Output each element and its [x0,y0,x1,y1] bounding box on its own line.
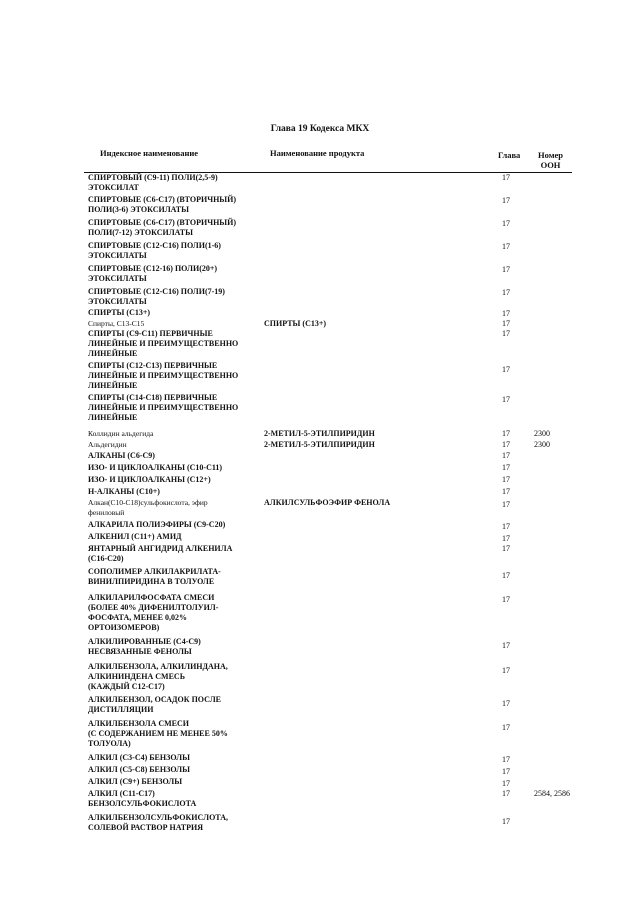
chapter-cell: 17 [502,500,510,509]
index-name-cell [88,241,268,261]
index-name-line: АЛКИЛ (С3-С4) БЕНЗОЛЫ [88,753,190,762]
table-row [84,764,572,776]
chapter-cell: 17 [502,779,510,788]
index-name-line: ЛИНЕЙНЫЕ И ПРЕИМУЩЕСТВЕННО [88,339,239,348]
index-name-line: ИЗО- И ЦИКЛОАЛКАНЫ (С12+) [88,475,211,484]
index-name-line: ЛИНЕЙНЫЕ [88,349,138,358]
table-row [84,776,572,788]
index-name-line: АЛКИЛБЕНЗОЛА СМЕСИ [88,719,190,728]
table-row [84,486,572,497]
product-name-cell: АЛКИЛСУЛЬФОЭФИР ФЕНОЛА [264,498,391,507]
table-row [84,462,572,474]
index-name-cell [88,173,268,193]
index-name-cell [88,637,268,657]
column-header-chapter: Глава [498,150,521,160]
table-row [84,694,572,718]
product-name-cell: СПИРТЫ (С13+) [264,319,327,328]
chapter-cell: 17 [502,817,510,826]
page-title: Глава 19 Кодекса МКХ [270,124,370,134]
index-name-line: ПОЛИ(7-12) ЭТОКСИЛАТЫ [88,228,193,237]
table-body [84,172,572,836]
table-row [84,328,572,360]
table-row [84,439,572,450]
index-name-line: ЭТОКСИЛАТ [88,183,139,192]
column-header-un-number [538,150,563,170]
chapter-cell: 17 [502,699,510,708]
index-name-line: фениловый [88,508,125,517]
index-name-line: АЛКИЛАРИЛФОСФАТА СМЕСИ [88,593,215,602]
index-name-cell [88,567,268,587]
chapter-cell: 17 [502,309,510,318]
table-row [84,474,572,486]
index-name-line: СПИРТЫ (С14-С18) ПЕРВИЧНЫЕ [88,393,218,402]
index-name-cell [88,662,268,692]
index-name-cell [88,308,268,318]
index-name-line: ЭТОКСИЛАТЫ [88,274,147,283]
table-row [84,428,572,439]
index-name-line: Коллидин альдегида [88,429,154,438]
index-name-cell [88,218,268,238]
index-name-cell [88,440,268,450]
index-name-cell [88,264,268,284]
table-row [84,519,572,531]
index-name-line: Алкан(С10-С18)сульфокислота, эфир [88,498,208,507]
index-name-line: БЕНЗОЛСУЛЬФОКИСЛОТА [88,799,197,808]
index-name-line: (С СОДЕРЖАНИЕМ НЕ МЕНЕЕ 50% [88,729,228,738]
chapter-cell: 17 [502,365,510,374]
table-row [84,752,572,764]
index-name-cell [88,532,268,542]
product-name-cell: 2-МЕТИЛ-5-ЭТИЛПИРИДИН [264,429,375,438]
index-name-line: АЛКИЛИРОВАННЫЕ (С4-С9) [88,637,201,646]
index-name-line: ВИНИЛПИРИДИНА В ТОЛУОЛЕ [88,577,215,586]
index-name-line: СПИРТОВЫЙ (С9-11) ПОЛИ(2,5-9) [88,173,218,182]
index-name-line: ОРТОИЗОМЕРОВ) [88,623,160,632]
column-header-un-number-line1: Номер [538,150,563,160]
index-name-cell [88,487,268,497]
table-row [84,318,572,328]
index-name-cell [88,463,268,473]
table-row [84,718,572,752]
chapter-cell: 17 [502,789,510,798]
column-header-un-number-line2: ООН [540,160,561,170]
table-row [84,543,572,566]
index-name-cell [88,695,268,715]
index-name-line: ПОЛИ(3-6) ЭТОКСИЛАТЫ [88,205,189,214]
chapter-cell: 17 [502,544,510,553]
index-name-cell [88,361,268,391]
index-name-line: АЛКИЛБЕНЗОЛСУЛЬФОКИСЛОТА, [88,813,229,822]
chapter-cell: 17 [502,571,510,580]
index-name-line: СОПОЛИМЕР АЛКИЛАКРИЛАТА- [88,567,221,576]
column-header-product-name: Наименование продукта [270,148,365,158]
index-name-line: АЛКИНИНДЕНА СМЕСЬ [88,672,185,681]
table-row [84,194,572,217]
un-number-cell: 2300 [534,429,550,438]
index-name-line: (БОЛЕЕ 40% ДИФЕНИЛТОЛУИЛ- [88,603,219,612]
table-row [84,172,572,194]
chapter-cell: 17 [502,767,510,776]
index-name-cell [88,429,268,439]
un-number-cell: 2584, 2586 [534,789,570,798]
column-header-index-name: Индексное наименование [100,148,199,158]
table-row [84,497,572,519]
chapter-cell: 17 [502,487,510,496]
chapter-cell: 17 [502,522,510,531]
index-name-cell [88,753,268,763]
chapter-cell: 17 [502,288,510,297]
index-name-line: СПИРТОВЫЕ (С12-С16) ПОЛИ(7-19) [88,287,225,296]
chapter-cell: 17 [502,534,510,543]
table-row [84,566,572,592]
index-name-line: АЛКИЛБЕНЗОЛ, ОСАДОК ПОСЛЕ [88,695,221,704]
chapter-cell: 17 [502,595,510,604]
chapter-cell: 17 [502,451,510,460]
index-name-line: ЛИНЕЙНЫЕ [88,413,138,422]
table-row [84,240,572,263]
index-name-line: ЛИНЕЙНЫЕ [88,381,138,390]
chapter-cell: 17 [502,173,510,182]
chapter-cell: 17 [502,475,510,484]
index-name-line: ТОЛУОЛА) [88,739,131,748]
index-name-line: СПИРТОВЫЕ (С12-16) ПОЛИ(20+) [88,264,218,273]
chapter-cell: 17 [502,395,510,404]
table-row [84,636,572,661]
chapter-cell: 17 [502,723,510,732]
index-name-cell [88,287,268,307]
chapter-cell: 17 [502,329,510,338]
table-row [84,812,572,836]
index-name-line: АЛКИЛ (С9+) БЕНЗОЛЫ [88,777,183,786]
index-name-line: СПИРТОВЫЕ (С6-С17) (ВТОРИЧНЫЙ) [88,218,237,227]
index-name-cell [88,765,268,775]
index-name-line: Н-АЛКАНЫ (С10+) [88,487,160,496]
index-name-line: Спирты, С13-С15 [88,319,145,328]
index-name-line: АЛКИЛБЕНЗОЛА, АЛКИЛИНДАНА, [88,662,228,671]
chapter-cell: 17 [502,265,510,274]
table-row [84,788,572,812]
index-name-line: СОЛЕВОЙ РАСТВОР НАТРИЯ [88,823,203,832]
chapter-cell: 17 [502,463,510,472]
index-name-cell [88,451,268,461]
chapter-cell: 17 [502,641,510,650]
table-row [84,286,572,307]
index-name-line: ИЗО- И ЦИКЛОАЛКАНЫ (С10-С11) [88,463,223,472]
chapter-cell: 17 [502,219,510,228]
index-name-line: ЛИНЕЙНЫЕ И ПРЕИМУЩЕСТВЕННО [88,371,239,380]
index-name-line: ЭТОКСИЛАТЫ [88,251,147,260]
index-name-line: СПИРТЫ (С12-С13) ПЕРВИЧНЫЕ [88,361,218,370]
table-row [84,592,572,636]
index-name-line: Альдегидин [88,440,127,449]
table-row [84,307,572,318]
table-row [84,531,572,543]
index-name-line: СПИРТОВЫЕ (С12-С16) ПОЛИ(1-6) [88,241,221,250]
index-name-cell [88,498,268,518]
index-name-cell [88,593,268,633]
index-name-line: СПИРТОВЫЕ (С6-С17) (ВТОРИЧНЫЙ) [88,195,237,204]
index-name-cell [88,544,268,564]
table-row [84,450,572,462]
chapter-cell: 17 [502,666,510,675]
index-name-line: ЭТОКСИЛАТЫ [88,297,147,306]
chapter-cell: 17 [502,242,510,251]
index-name-line: АЛКИЛ (С5-С8) БЕНЗОЛЫ [88,765,190,774]
index-name-cell [88,520,268,530]
index-name-line: ДИСТИЛЛЯЦИИ [88,705,154,714]
index-name-cell [88,393,268,423]
index-name-line: (КАЖДЫЙ С12-С17) [88,682,165,691]
chapter-cell: 17 [502,319,510,328]
index-name-line: АЛКАНЫ (С6-С9) [88,451,155,460]
index-name-cell [88,719,268,749]
table-row [84,263,572,286]
table-row [84,661,572,694]
un-number-cell: 2300 [534,440,550,449]
index-name-cell [88,195,268,215]
index-name-line: (С16-С20) [88,554,124,563]
chapter-cell: 17 [502,196,510,205]
index-name-cell [88,329,268,359]
index-name-line: ЛИНЕЙНЫЕ И ПРЕИМУЩЕСТВЕННО [88,403,239,412]
index-name-line: СПИРТЫ (С9-С11) ПЕРВИЧНЫЕ [88,329,213,338]
index-name-line: СПИРТЫ (С13+) [88,308,151,317]
index-name-cell [88,813,268,833]
table-row [84,360,572,392]
index-name-cell [88,475,268,485]
index-name-line: ЯНТАРНЫЙ АНГИДРИД АЛКЕНИЛА [88,544,233,553]
chapter-cell: 17 [502,440,510,449]
index-name-line: АЛКАРИЛА ПОЛИЭФИРЫ (С9-С20) [88,520,226,529]
table-row [84,392,572,428]
index-name-cell [88,789,268,809]
chapter-cell: 17 [502,755,510,764]
chapter-cell: 17 [502,429,510,438]
index-name-line: АЛКЕНИЛ (С11+) АМИД [88,532,182,541]
product-name-cell: 2-МЕТИЛ-5-ЭТИЛПИРИДИН [264,440,375,449]
index-name-line: ФОСФАТА, МЕНЕЕ 0,02% [88,613,188,622]
table-row [84,217,572,240]
index-name-line: АЛКИЛ (С11-С17) [88,789,155,798]
index-name-line: НЕСВЯЗАННЫЕ ФЕНОЛЫ [88,647,192,656]
index-name-cell [88,777,268,787]
